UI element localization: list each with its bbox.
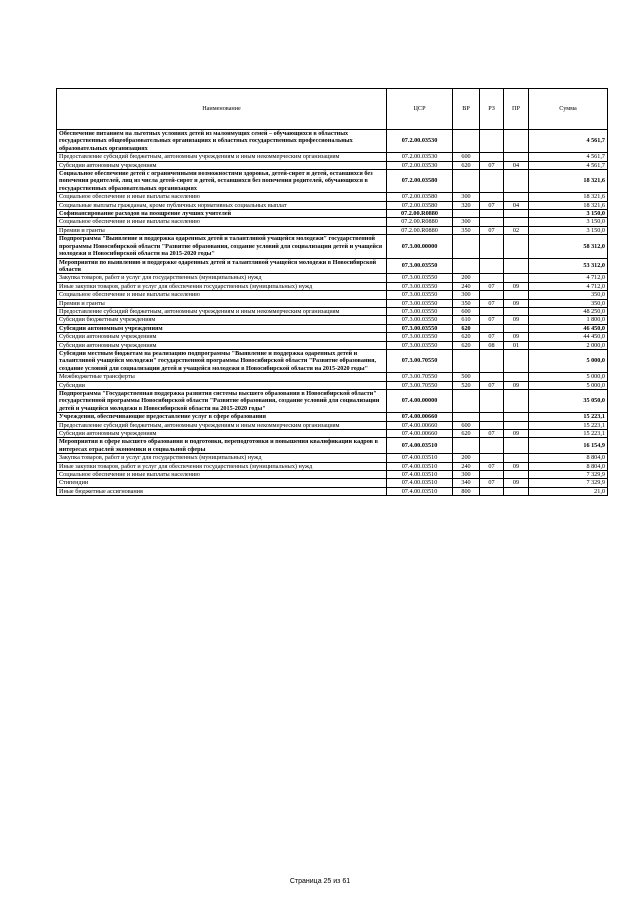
cell-csr: 07.4.00.03510 — [387, 462, 453, 470]
cell-csr: 07.2.00.03530 — [387, 153, 453, 161]
cell-name: Субсидии местным бюджетам на реализацию подпрограммы "Выявление и поддержка одаренных детей и талантливой учащейся молодежи" государственной программы Новосибирской области "Развитие образования, создание условий для социализации детей и учащейся молодежи в Новосибирской области на 2015-2020 годы" — [57, 349, 387, 372]
cell-rz — [480, 373, 504, 381]
cell-vr: 320 — [453, 201, 480, 209]
cell-sum: 7 329,9 — [529, 471, 608, 479]
cell-name: Социальное обеспечение и иные выплаты населению — [57, 471, 387, 479]
cell-name: Стипендии — [57, 479, 387, 487]
header-name: Наименование — [57, 89, 387, 130]
cell-csr: 07.4.00.03510 — [387, 479, 453, 487]
table-row — [57, 381, 608, 389]
cell-name: Субсидии автономным учреждениям — [57, 333, 387, 341]
cell-name: Предоставление субсидий бюджетным, автономным учреждениям и иным некоммерческим организациям — [57, 153, 387, 161]
cell-rz: 07 — [480, 333, 504, 341]
header-vr: ВР — [453, 89, 480, 130]
cell-csr: 07.4.00.03510 — [387, 471, 453, 479]
cell-pr: 01 — [504, 341, 529, 349]
cell-pr: 04 — [504, 161, 529, 169]
cell-sum: 4 561,7 — [529, 161, 608, 169]
cell-name: Социальное обеспечение и иные выплаты населению — [57, 218, 387, 226]
cell-sum: 4 712,0 — [529, 282, 608, 290]
table-row — [57, 291, 608, 299]
cell-pr — [504, 390, 529, 413]
cell-name: Субсидии бюджетным учреждениям — [57, 316, 387, 324]
cell-csr: 07.3.00.03550 — [387, 341, 453, 349]
table-row — [57, 193, 608, 201]
cell-vr: 300 — [453, 218, 480, 226]
cell-pr: 04 — [504, 201, 529, 209]
header-csr: ЦСР — [387, 89, 453, 130]
header-pr: ПР — [504, 89, 529, 130]
cell-sum: 53 312,0 — [529, 258, 608, 274]
cell-rz — [480, 218, 504, 226]
cell-sum: 8 804,0 — [529, 454, 608, 462]
table-body — [57, 130, 608, 496]
cell-vr: 200 — [453, 454, 480, 462]
cell-pr: 09 — [504, 430, 529, 438]
table-row — [57, 210, 608, 218]
table-row — [57, 373, 608, 381]
cell-name: Социальное обеспечение и иные выплаты населению — [57, 291, 387, 299]
cell-csr: 07.2.00.03530 — [387, 161, 453, 169]
cell-name: Социальное обеспечение и иные выплаты населению — [57, 193, 387, 201]
cell-rz — [480, 390, 504, 413]
cell-name: Софинансирование расходов на поощрение лучших учителей — [57, 210, 387, 218]
cell-sum: 3 150,0 — [529, 226, 608, 234]
cell-sum: 3 150,0 — [529, 210, 608, 218]
cell-vr: 350 — [453, 226, 480, 234]
cell-sum: 58 312,0 — [529, 235, 608, 258]
cell-rz — [480, 210, 504, 218]
cell-csr: 07.3.00.70550 — [387, 381, 453, 389]
table-row — [57, 282, 608, 290]
cell-sum: 46 450,0 — [529, 324, 608, 332]
cell-csr: 07.4.00.00660 — [387, 430, 453, 438]
cell-name: Закупка товаров, работ и услуг для государственных (муниципальных) нужд — [57, 274, 387, 282]
cell-pr — [504, 324, 529, 332]
cell-pr — [504, 218, 529, 226]
cell-name: Субсидии автономным учреждениям — [57, 161, 387, 169]
cell-vr: 620 — [453, 333, 480, 341]
cell-sum: 4 561,7 — [529, 153, 608, 161]
cell-name: Мероприятия в сфере высшего образования и подготовки, переподготовки и повышения квалификации кадров в интересах отраслей экономики и социальной сферы — [57, 438, 387, 454]
cell-name: Социальные выплаты гражданам, кроме публичных нормативных социальных выплат — [57, 201, 387, 209]
cell-csr: 07.2.00.R0880 — [387, 218, 453, 226]
cell-vr — [453, 130, 480, 153]
cell-rz — [480, 487, 504, 495]
cell-name: Подпрограмма "Выявление и поддержка одаренных детей и талантливой учащейся молодежи" государственной программы Новосибирской области "Развитие образования, создание условий для социализации детей и учащейся молодежи в Новосибирской области на 2015-2020 годы" — [57, 235, 387, 258]
cell-csr: 07.2.00.03530 — [387, 130, 453, 153]
cell-name: Иные бюджетные ассигнования — [57, 487, 387, 495]
table-row — [57, 218, 608, 226]
cell-sum: 18 321,6 — [529, 201, 608, 209]
cell-vr: 240 — [453, 462, 480, 470]
table-row — [57, 153, 608, 161]
table-row — [57, 299, 608, 307]
cell-pr: 02 — [504, 226, 529, 234]
cell-vr: 300 — [453, 471, 480, 479]
cell-vr: 800 — [453, 487, 480, 495]
budget-table — [56, 88, 608, 496]
cell-sum: 5 000,0 — [529, 381, 608, 389]
cell-name: Закупка товаров, работ и услуг для государственных (муниципальных) нужд — [57, 454, 387, 462]
cell-vr: 240 — [453, 282, 480, 290]
cell-csr: 07.4.00.00660 — [387, 413, 453, 421]
cell-vr: 600 — [453, 153, 480, 161]
cell-pr — [504, 153, 529, 161]
cell-vr — [453, 349, 480, 372]
cell-pr: 09 — [504, 299, 529, 307]
cell-rz: 07 — [480, 430, 504, 438]
cell-pr — [504, 438, 529, 454]
cell-pr — [504, 373, 529, 381]
cell-vr — [453, 413, 480, 421]
cell-sum: 8 804,0 — [529, 462, 608, 470]
table-row — [57, 235, 608, 258]
cell-csr: 07.3.00.03550 — [387, 324, 453, 332]
cell-csr: 07.4.00.00660 — [387, 421, 453, 429]
cell-sum: 15 223,1 — [529, 430, 608, 438]
cell-sum: 4 712,0 — [529, 274, 608, 282]
cell-pr — [504, 307, 529, 315]
cell-csr: 07.3.00.03550 — [387, 299, 453, 307]
table-row — [57, 390, 608, 413]
cell-rz — [480, 193, 504, 201]
cell-name: Социальное обеспечение детей с ограниченными возможностями здоровья, детей-сирот и детей, оставшихся без попечения родителей, лиц из числа детей-сирот и детей, оставшихся без попечения родителей, обучающихся в государственных образовательных организациях — [57, 170, 387, 193]
cell-pr — [504, 454, 529, 462]
cell-vr: 620 — [453, 430, 480, 438]
cell-sum: 4 561,7 — [529, 130, 608, 153]
cell-sum: 5 000,0 — [529, 349, 608, 372]
cell-rz — [480, 421, 504, 429]
table-row — [57, 413, 608, 421]
table-row — [57, 462, 608, 470]
cell-rz — [480, 471, 504, 479]
cell-csr: 07.4.00.03510 — [387, 487, 453, 495]
cell-pr — [504, 349, 529, 372]
cell-vr: 300 — [453, 291, 480, 299]
cell-sum: 18 321,6 — [529, 170, 608, 193]
cell-name: Предоставление субсидий бюджетным, автономным учреждениям и иным некоммерческим организациям — [57, 421, 387, 429]
cell-sum: 1 800,0 — [529, 316, 608, 324]
cell-pr — [504, 258, 529, 274]
cell-pr — [504, 487, 529, 495]
table-row — [57, 201, 608, 209]
cell-name: Предоставление субсидий бюджетным, автономным учреждениям и иным некоммерческим организациям — [57, 307, 387, 315]
table-row — [57, 226, 608, 234]
cell-pr: 09 — [504, 316, 529, 324]
cell-rz — [480, 274, 504, 282]
cell-sum: 35 050,0 — [529, 390, 608, 413]
cell-sum: 15 223,1 — [529, 421, 608, 429]
cell-rz — [480, 153, 504, 161]
cell-sum: 16 154,9 — [529, 438, 608, 454]
cell-rz — [480, 438, 504, 454]
cell-rz — [480, 170, 504, 193]
cell-pr: 09 — [504, 282, 529, 290]
table-row — [57, 161, 608, 169]
cell-pr: 09 — [504, 479, 529, 487]
cell-rz: 07 — [480, 201, 504, 209]
cell-vr: 620 — [453, 161, 480, 169]
cell-vr: 620 — [453, 324, 480, 332]
cell-csr: 07.3.00.03550 — [387, 291, 453, 299]
table-row — [57, 479, 608, 487]
cell-csr: 07.3.00.03550 — [387, 274, 453, 282]
cell-csr: 07.3.00.00000 — [387, 235, 453, 258]
cell-pr — [504, 235, 529, 258]
cell-rz: 07 — [480, 226, 504, 234]
cell-rz — [480, 235, 504, 258]
table-row — [57, 258, 608, 274]
cell-csr: 07.3.00.03550 — [387, 258, 453, 274]
table-row — [57, 307, 608, 315]
cell-name: Субсидии автономным учреждениям — [57, 324, 387, 332]
cell-pr — [504, 274, 529, 282]
table-row — [57, 349, 608, 372]
table-header-row — [57, 89, 608, 130]
cell-csr: 07.2.00.03580 — [387, 193, 453, 201]
cell-pr — [504, 170, 529, 193]
cell-vr: 610 — [453, 316, 480, 324]
cell-rz — [480, 291, 504, 299]
cell-pr — [504, 291, 529, 299]
cell-csr: 07.2.00.03580 — [387, 170, 453, 193]
table-row — [57, 170, 608, 193]
cell-vr: 500 — [453, 373, 480, 381]
cell-csr: 07.2.00.R0880 — [387, 226, 453, 234]
cell-vr — [453, 235, 480, 258]
cell-rz — [480, 258, 504, 274]
cell-pr: 09 — [504, 381, 529, 389]
cell-sum: 2 000,0 — [529, 341, 608, 349]
cell-vr — [453, 438, 480, 454]
cell-rz — [480, 307, 504, 315]
table-row — [57, 130, 608, 153]
cell-vr: 340 — [453, 479, 480, 487]
cell-name: Субсидии автономным учреждениям — [57, 430, 387, 438]
cell-name: Подпрограмма "Государственная поддержка развития системы высшего образования в Новосибирской области" государственной программы Новосибирской области "Развитие образования, создание условий для социализации детей и учащейся молодежи в Новосибирской области на 2015-2020 годы" — [57, 390, 387, 413]
cell-name: Межбюджетные трансферты — [57, 373, 387, 381]
table-row — [57, 341, 608, 349]
cell-name: Мероприятия по выявлению и поддержке одаренных детей и талантливой учащейся молодежи в Новосибирской области — [57, 258, 387, 274]
table-row — [57, 487, 608, 495]
cell-rz: 07 — [480, 381, 504, 389]
cell-rz: 07 — [480, 299, 504, 307]
cell-pr — [504, 130, 529, 153]
table-row — [57, 274, 608, 282]
cell-sum: 44 450,0 — [529, 333, 608, 341]
cell-sum: 7 329,9 — [529, 479, 608, 487]
cell-vr — [453, 170, 480, 193]
cell-csr: 07.3.00.03550 — [387, 282, 453, 290]
cell-rz — [480, 130, 504, 153]
cell-sum: 21,0 — [529, 487, 608, 495]
cell-vr — [453, 210, 480, 218]
cell-csr: 07.3.00.70550 — [387, 349, 453, 372]
table-row — [57, 471, 608, 479]
cell-vr: 600 — [453, 421, 480, 429]
cell-csr: 07.2.00.R0880 — [387, 210, 453, 218]
cell-rz — [480, 349, 504, 372]
cell-name: Субсидии автономным учреждениям — [57, 341, 387, 349]
cell-pr: 09 — [504, 333, 529, 341]
cell-csr: 07.3.00.03550 — [387, 316, 453, 324]
table-row — [57, 324, 608, 332]
cell-sum: 350,0 — [529, 299, 608, 307]
cell-csr: 07.2.00.03580 — [387, 201, 453, 209]
table-row — [57, 454, 608, 462]
cell-sum: 3 150,0 — [529, 218, 608, 226]
cell-sum: 350,0 — [529, 291, 608, 299]
cell-name: Обеспечение питанием на льготных условиях детей из малоимущих семей – обучающихся в областных государственных общеобразовательных организациях и областных государственных профессиональных образовательных организациях — [57, 130, 387, 153]
cell-rz: 07 — [480, 316, 504, 324]
cell-rz: 07 — [480, 462, 504, 470]
header-sum: Сумма — [529, 89, 608, 130]
table-row — [57, 430, 608, 438]
cell-vr: 600 — [453, 307, 480, 315]
cell-name: Субсидии — [57, 381, 387, 389]
header-rz: РЗ — [480, 89, 504, 130]
cell-name: Премии и гранты — [57, 299, 387, 307]
table-row — [57, 316, 608, 324]
cell-rz: 07 — [480, 161, 504, 169]
cell-vr: 350 — [453, 299, 480, 307]
cell-csr: 07.3.00.03550 — [387, 333, 453, 341]
cell-name: Учреждения, обеспечивающие предоставление услуг в сфере образования — [57, 413, 387, 421]
cell-vr — [453, 390, 480, 413]
cell-sum: 15 223,1 — [529, 413, 608, 421]
cell-vr: 620 — [453, 341, 480, 349]
cell-rz — [480, 324, 504, 332]
cell-pr — [504, 471, 529, 479]
cell-csr: 07.4.00.00000 — [387, 390, 453, 413]
cell-pr — [504, 193, 529, 201]
cell-rz: 07 — [480, 479, 504, 487]
cell-pr — [504, 413, 529, 421]
table-row — [57, 421, 608, 429]
cell-pr — [504, 421, 529, 429]
cell-csr: 07.3.00.70550 — [387, 373, 453, 381]
cell-pr — [504, 210, 529, 218]
cell-sum: 48 250,0 — [529, 307, 608, 315]
cell-rz — [480, 454, 504, 462]
cell-csr: 07.4.00.03510 — [387, 454, 453, 462]
table-row — [57, 438, 608, 454]
cell-vr: 300 — [453, 193, 480, 201]
cell-csr: 07.3.00.03550 — [387, 307, 453, 315]
page-number: Страница 25 из 61 — [289, 878, 351, 885]
cell-name: Иные закупки товаров, работ и услуг для обеспечения государственных (муниципальных) нужд — [57, 282, 387, 290]
cell-rz: 08 — [480, 341, 504, 349]
cell-vr: 520 — [453, 381, 480, 389]
table-row — [57, 333, 608, 341]
cell-name: Премии и гранты — [57, 226, 387, 234]
cell-vr: 200 — [453, 274, 480, 282]
cell-csr: 07.4.00.03510 — [387, 438, 453, 454]
cell-sum: 5 000,0 — [529, 373, 608, 381]
cell-sum: 18 321,6 — [529, 193, 608, 201]
cell-name: Иные закупки товаров, работ и услуг для обеспечения государственных (муниципальных) нужд — [57, 462, 387, 470]
cell-rz: 07 — [480, 282, 504, 290]
cell-vr — [453, 258, 480, 274]
cell-rz — [480, 413, 504, 421]
cell-pr: 09 — [504, 462, 529, 470]
